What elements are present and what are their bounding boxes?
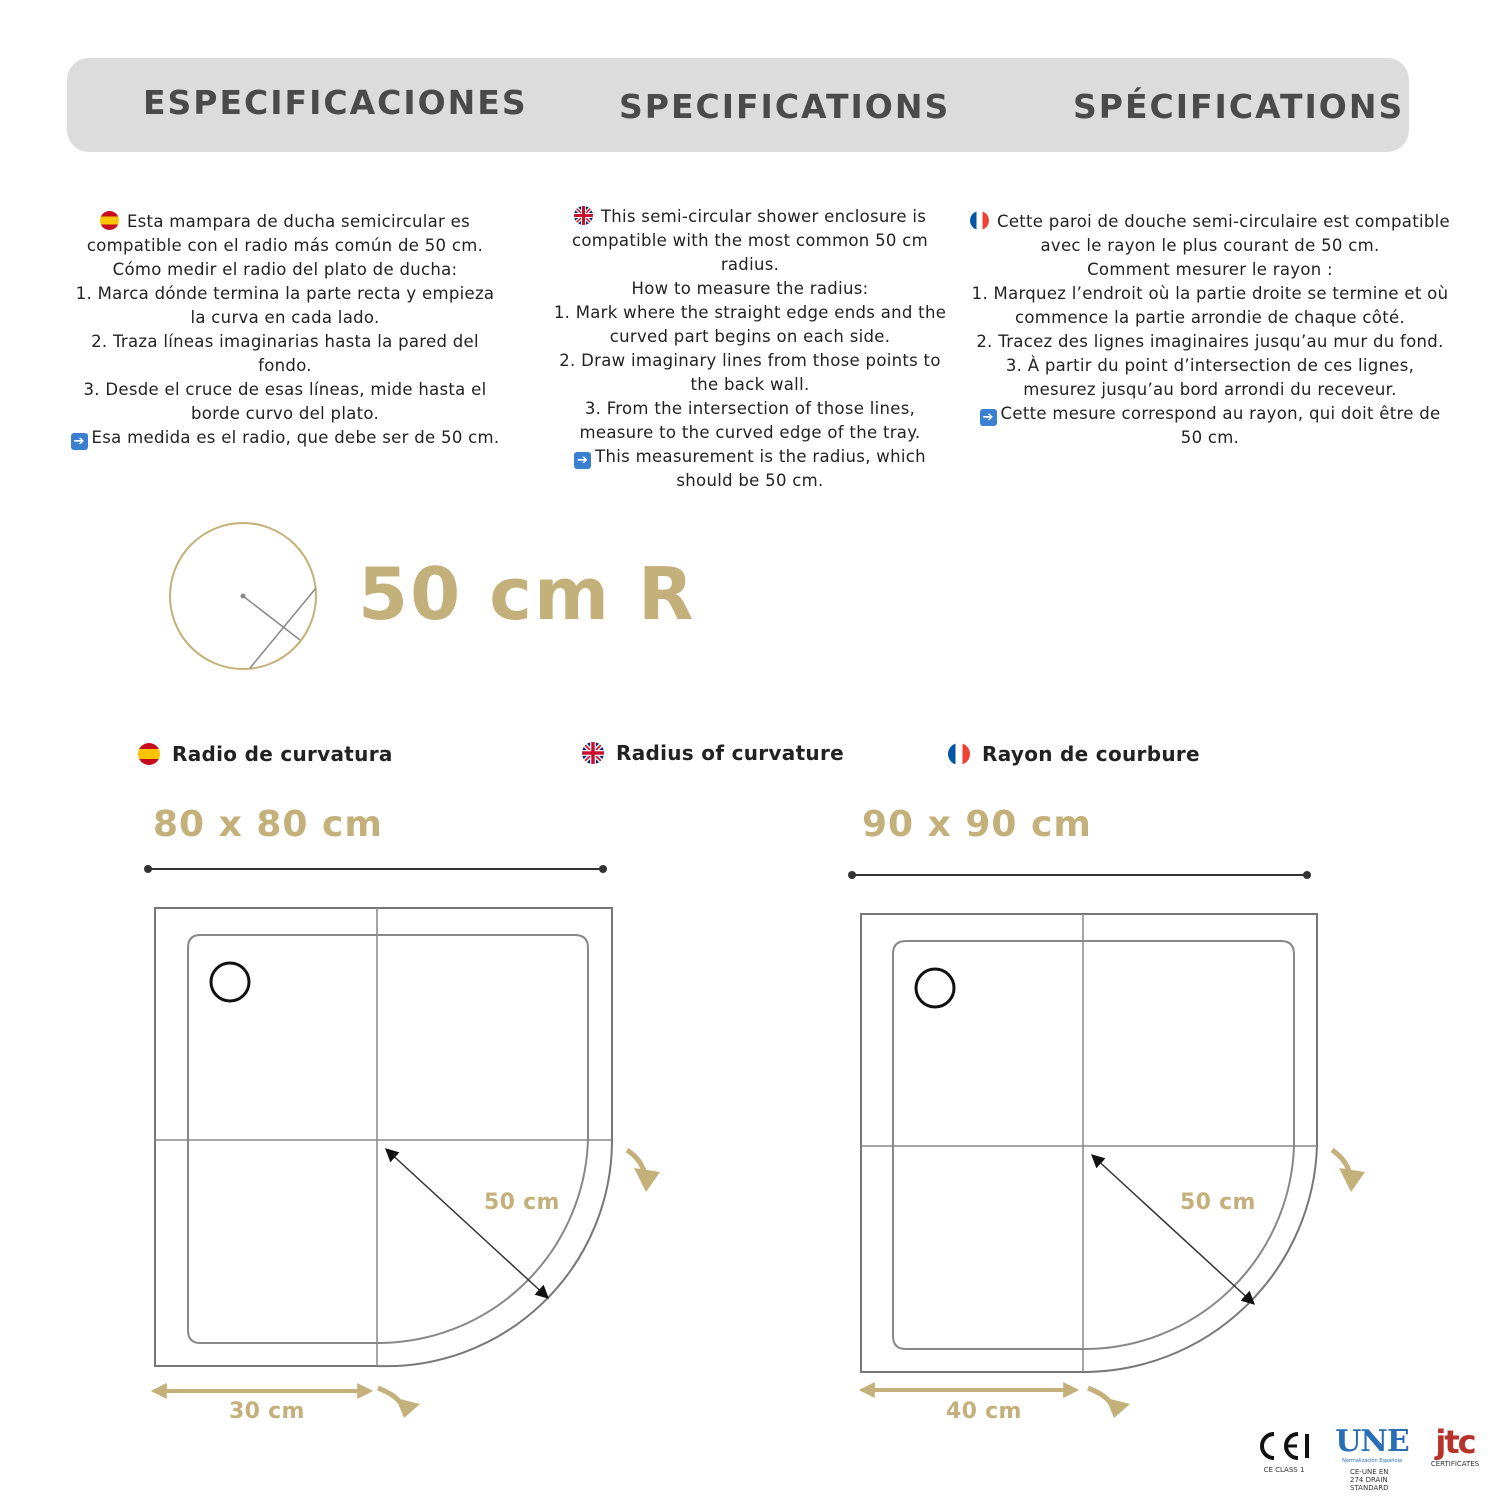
une-certification: UNE Normalización Española CE-UNE EN 274 DRAIN STANDARD xyxy=(1335,1424,1409,1492)
right-arrow-icon: ➔ xyxy=(71,433,88,450)
curved-arrow-icon xyxy=(627,1150,660,1192)
offset-label-80: 30 cm xyxy=(229,1399,305,1424)
drain-icon xyxy=(211,963,249,1001)
header-en: SPECIFICATIONS xyxy=(619,87,951,126)
ce-certification: CE CLASS 1 xyxy=(1250,1426,1318,1474)
description-es: Esta mampara de ducha semicircular es compatible con el radio más común de 50 cm. Cómo medir el radio del plato de ducha: 1. Marca dónde termina la parte recta y empieza la curva en cada lado. 2. Traza líneas imaginarias hasta la pared del fondo. 3. Desde el cruce de esas líneas, mide hasta el borde curvo del plato. ➔ Esa medida es el radio, que debe ser de 50 cm. xyxy=(60,210,510,450)
ce-mark-icon xyxy=(1254,1426,1314,1466)
diagram-80x80 xyxy=(144,865,660,1418)
radius-label: 50 cm R xyxy=(358,552,696,636)
jtc-certification: jtc CERTIFICATES xyxy=(1424,1424,1486,1468)
curved-arrow-icon xyxy=(1332,1150,1365,1192)
france-flag-icon xyxy=(948,743,970,765)
description-en: This semi-circular shower enclosure is compatible with the most common 50 cm radius. How to measure the radius: 1. Mark where the straight edge ends and the curved part begins on each side. 2. Draw imaginary lines from those points to the back wall. 3. From the intersection of those lines, measure to the curved edge of the tray. ➔ This measurement is the radius, which should be 50 cm. xyxy=(553,207,947,490)
size-90-title: 90 x 90 cm xyxy=(862,804,1092,845)
right-arrow-icon: ➔ xyxy=(980,409,997,426)
right-arrow-icon: ➔ xyxy=(574,452,591,469)
uk-flag-icon xyxy=(582,742,604,764)
shower-tray-90 xyxy=(861,914,1317,1372)
curved-arrow-icon xyxy=(378,1388,420,1418)
radius-label-80: 50 cm xyxy=(484,1190,560,1215)
subtitle-en: Radius of curvature xyxy=(582,741,844,765)
radius-arrow xyxy=(387,1150,547,1297)
subtitle-fr: Rayon de courbure xyxy=(948,742,1200,766)
spain-flag-icon xyxy=(138,743,160,765)
radius-label-90: 50 cm xyxy=(1180,1190,1256,1215)
description-fr: Cette paroi de douche semi-circulaire est compatible avec le rayon le plus courant de 50 cm. Comment mesurer le rayon : 1. Marquez l’endroit où la partie droite se termine et où commence la partie arrondie de chaque côté. 2. Tracez des lignes imaginaires jusqu’au mur du fond. 3. À partir du point d’intersection de ces lignes, mesurez jusqu’au bord arrondi du receveur. ➔ Cette mesure correspond au rayon, qui doit être de 50 cm. xyxy=(971,212,1450,447)
radius-circle-icon xyxy=(170,523,316,669)
jtc-logo: jtc xyxy=(1435,1423,1475,1461)
offset-label-90: 40 cm xyxy=(946,1399,1022,1424)
radius-arrow xyxy=(1093,1156,1253,1303)
header-fr: SPÉCIFICATIONS xyxy=(1073,87,1405,126)
shower-tray-80 xyxy=(155,908,612,1366)
curved-arrow-icon xyxy=(1088,1388,1130,1418)
drain-icon xyxy=(916,969,954,1007)
diagram-90x90 xyxy=(848,871,1365,1418)
header-es: ESPECIFICACIONES xyxy=(143,83,528,122)
size-80-title: 80 x 80 cm xyxy=(153,804,383,845)
subtitle-es: Radio de curvatura xyxy=(138,742,393,766)
une-logo: UNE xyxy=(1335,1424,1409,1459)
